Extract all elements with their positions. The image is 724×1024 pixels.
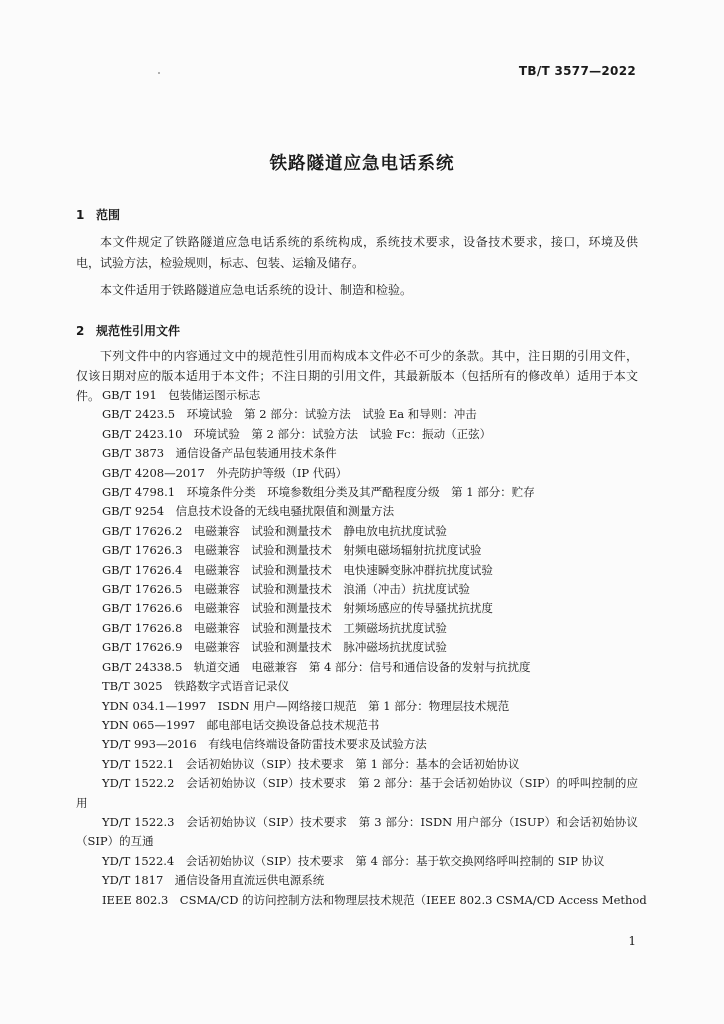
section-1-paragraph: 本文件适用于铁路隧道应急电话系统的设计、制造和检验。 [100,283,413,297]
section-2-heading [76,322,180,339]
reference-item: GB/T 17626.3 电磁兼容 试验和测量技术 射频电磁场辐射抗扰度试验 [102,543,482,558]
section-1-paragraph: 本文件规定了铁路隧道应急电话系统的系统构成，系统技术要求，设备技术要求，接口，环境及供电，试验方法，检验规则，标志、包装、运输及储存。 [76,235,638,270]
reference-item: YDN 065—1997 邮电部电话交换设备总技术规范书 [102,717,380,732]
reference-item: YD/T 1817 通信设备用直流远供电源系统 [102,873,325,888]
reference-item: GB/T 17626.8 电磁兼容 试验和测量技术 工频磁场抗扰度试验 [102,620,447,635]
reference-item: TB/T 3025 铁路数字式语音记录仪 [102,679,290,694]
section-number: 2 [76,324,85,338]
reference-item: GB/T 4798.1 环境条件分类 环境参数组分类及其严酷程度分级 第 1 部分：贮存 [102,485,535,500]
reference-item: YD/T 1522.3 会话初始协议（SIP）技术要求 第 3 部分：ISDN 用户部分（ISUP）和会话初始协议（SIP）的互通 [76,814,638,849]
reference-item: GB/T 2423.10 环境试验 第 2 部分：试验方法 试验 Fc：振动（正弦） [102,426,492,441]
reference-item: GB/T 191 包装储运图示标志 [102,388,261,402]
reference-item: GB/T 17626.9 电磁兼容 试验和测量技术 脉冲磁场抗扰度试验 [102,640,447,655]
section-2-intro: 下列文件中的内容通过文中的规范性引用而构成本文件必不可少的条款。其中，注日期的引用文件，仅该日期对应的版本适用于本文件；不注日期的引用文件，其最新版本（包括所有的修改单）适用于本文件。 [76,349,638,403]
page-number: 1 [628,934,636,948]
reference-item: GB/T 4208—2017 外壳防护等级（IP 代码） [102,465,348,480]
reference-item: YDN 034.1—1997 ISDN 用户—网络接口规范 第 1 部分：物理层技术规范 [102,698,510,713]
reference-item: YD/T 993—2016 有线电信终端设备防雷技术要求及试验方法 [102,737,427,752]
reference-list [76,386,647,910]
reference-item: GB/T 17626.4 电磁兼容 试验和测量技术 电快速瞬变脉冲群抗扰度试验 [102,562,493,577]
section-title: 范围 [96,208,121,222]
document-title: 铁路隧道应急电话系统 [269,154,455,174]
reference-item: GB/T 17626.2 电磁兼容 试验和测量技术 静电放电抗扰度试验 [102,523,447,538]
scan-speck [158,72,160,74]
reference-item: GB/T 3873 通信设备产品包装通用技术条件 [102,446,337,461]
reference-item: YD/T 1522.4 会话初始协议（SIP）技术要求 第 4 部分：基于软交换网络呼叫控制的 SIP 协议 [102,853,605,868]
section-number: 1 [76,208,85,222]
reference-item: YD/T 1522.2 会话初始协议（SIP）技术要求 第 2 部分：基于会话初始协议（SIP）的呼叫控制的应用 [76,776,638,810]
reference-item: GB/T 17626.5 电磁兼容 试验和测量技术 浪涌（冲击）抗扰度试验 [102,582,470,597]
reference-item: YD/T 1522.1 会话初始协议（SIP）技术要求 第 1 部分：基本的会话初始协议 [102,756,520,771]
reference-item: GB/T 9254 信息技术设备的无线电骚扰限值和测量方法 [102,504,395,519]
reference-item: GB/T 2423.5 环境试验 第 2 部分：试验方法 试验 Ea 和导则：冲击 [102,407,477,422]
section-title: 规范性引用文件 [96,324,181,338]
reference-item: GB/T 17626.6 电磁兼容 试验和测量技术 射频场感应的传导骚扰抗扰度 [102,601,493,616]
reference-item: GB/T 24338.5 轨道交通 电磁兼容 第 4 部分：信号和通信设备的发射与抗扰度 [102,659,531,674]
standard-code: TB/T 3577—2022 [518,64,636,78]
reference-item: IEEE 802.3 CSMA/CD 的访问控制方法和物理层技术规范（IEEE 802.3 CSMA/CD Access Method [102,892,647,907]
section-1-heading [76,206,120,223]
